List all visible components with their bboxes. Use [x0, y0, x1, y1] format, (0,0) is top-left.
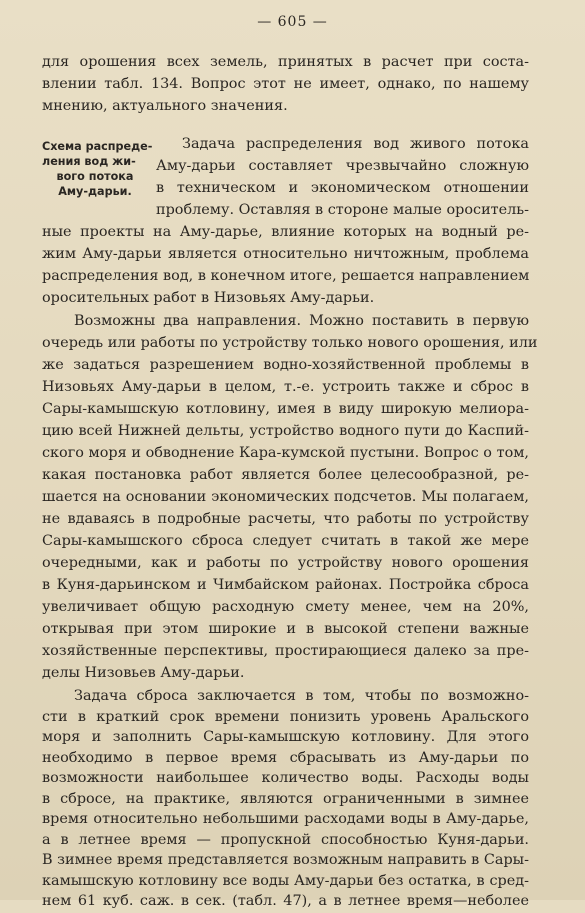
text-line: жим Аму-дарьи является относительно ничтожным, проблема [42, 246, 529, 262]
text-line: оросительных работ в Низовьях Аму-дарьи. [42, 290, 375, 306]
sidenote-line: Схема распреде- [42, 140, 153, 153]
text-line: мнению, актуального значения. [42, 98, 288, 114]
text-line: в сбросе, на практике, являются ограниченными в зимнее [42, 790, 529, 807]
sidenote-line: ления вод жи- [42, 155, 136, 168]
text-line: нем 61 куб. саж. в сек. (табл. 47), а в летнее время—неболее [42, 893, 529, 909]
text-line: камышскую котловину все воды Аму-дарьи без остатка, в сред- [42, 872, 529, 889]
text-line: не вдаваясь в подробные расчеты, что работы по устройству [42, 511, 529, 527]
text-line: распределения вод, в конечном итоге, решается направлением [42, 268, 530, 284]
text-line: в Куня-дарьинском и Чимбайском районах. Постройка сброса [42, 577, 529, 593]
text-line: делы Низовьев Аму-дарьи. [42, 665, 245, 681]
text-line: в техническом и экономическом отношении [156, 180, 529, 196]
text-line: моря и заполнить Сары-камышскую котловину. Для этого [42, 729, 529, 745]
text-line: время относительно небольшими расходами воды в Аму-дарье, [42, 811, 529, 827]
text-line: возможности наибольшее количество воды. Расходы воды [42, 770, 529, 786]
text-line: увеличивает общую расходную смету менее, чем на 20%, [42, 599, 529, 615]
text-line: влении табл. 134. Вопрос этот не имеет, однако, по нашему [42, 76, 529, 92]
text-line: какая постановка работ является более целесообразной, ре- [42, 467, 529, 483]
text-line: Задача распределения вод живого потока [182, 136, 529, 152]
text-line: а в летнее время — пропускной способностью Куня-дарьи. [42, 831, 529, 848]
text-line: открывая при этом широкие и в высокой степени важные [42, 621, 529, 637]
text-line: Низовьях Аму-дарьи в целом, т.-е. устроить также и сброс в [42, 379, 529, 395]
text-line: же задаться разрешением водно-хозяйственной проблемы в [42, 357, 529, 373]
text-line: проблему. Оставляя в стороне малые ороситель- [156, 202, 529, 218]
text-line: цию всей Нижней дельты, устройство водного пути до Каспий- [42, 423, 529, 439]
sidenote-line: Аму-дарьи. [58, 185, 132, 198]
text-line: Задача сброса заключается в том, чтобы по возможно- [74, 688, 529, 704]
page-number: — 605 — [257, 14, 328, 30]
text-line: очередь или работы по устройству только нового орошения, или [42, 335, 538, 351]
sidenote-line: вого потока [56, 170, 134, 183]
text-line: ского моря и обводнение Кара-кумской пустыни. Вопрос о том, [42, 445, 529, 461]
text-line: хозяйственные перспективы, простирающиеся далеко за пре- [42, 643, 529, 659]
text-line: очередными, как и работы по устройству нового орошения [42, 555, 529, 571]
text-line: Сары-камышского сброса следует считать в такой же мере [42, 533, 529, 549]
text-line: шается на основании экономических подсчетов. Мы полагаем, [42, 489, 529, 505]
text-line: Возможны два направления. Можно поставить в первую [74, 313, 529, 329]
text-line: Аму-дарьи составляет чрезвычайно сложную [156, 158, 529, 174]
text-line: ные проекты на Аму-дарье, влияние которых на водный ре- [42, 224, 529, 240]
text-line: необходимо в первое время сбрасывать из Аму-дарьи по [42, 749, 529, 766]
text-line: для орошения всех земель, принятых в расчет при соста- [42, 54, 529, 70]
text-line: сти в краткий срок времени понизить уровень Аральского [42, 708, 529, 725]
text-line: Сары-камышскую котловину, имея в виду широкую мелиора- [42, 401, 529, 417]
text-line: В зимнее время представляется возможным направить в Сары- [42, 852, 529, 868]
